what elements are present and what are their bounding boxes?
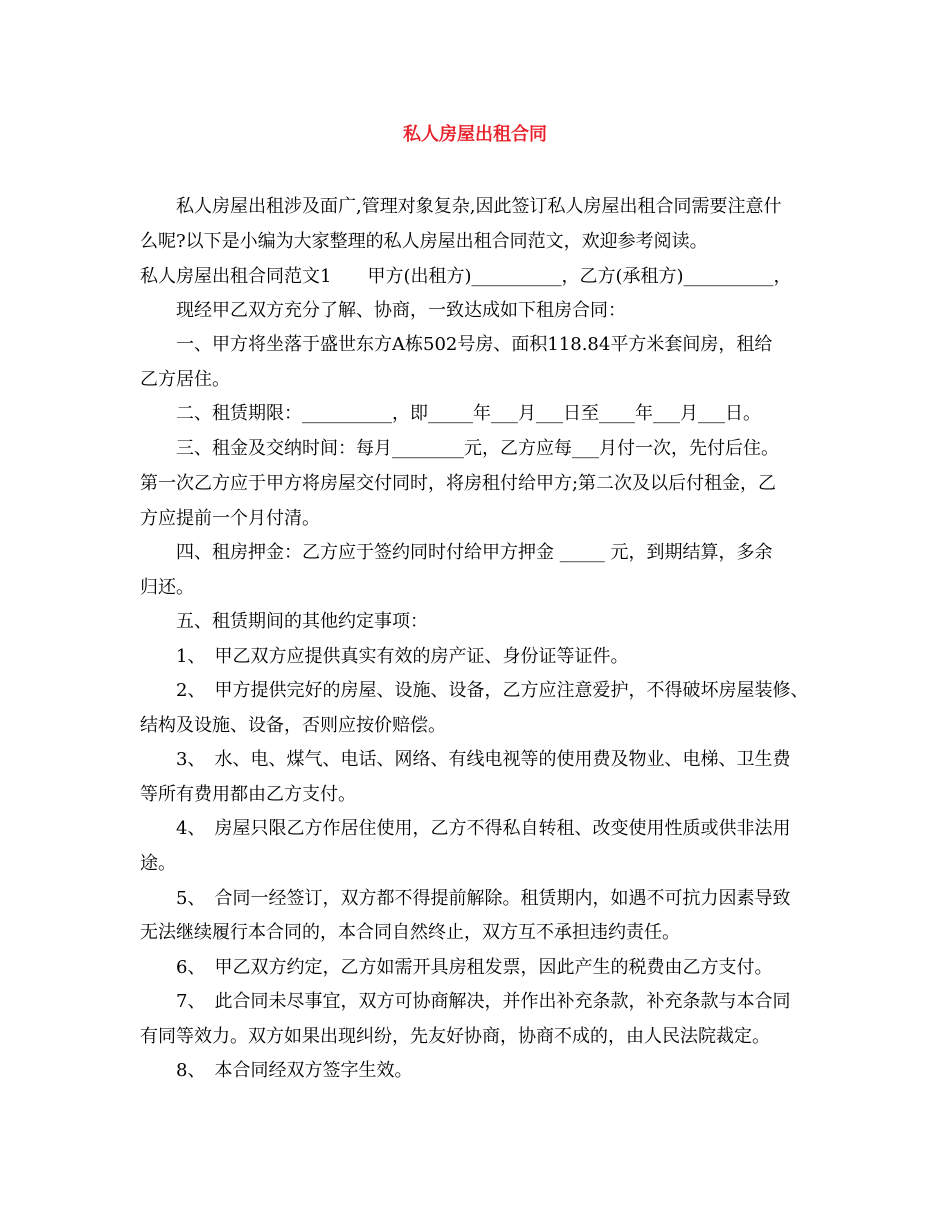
paragraph-line: 8、 本合同经双方签字生效。 [176, 1060, 413, 1081]
paragraph-line: 私人房屋出租合同范文1 甲方(出租方)__________，乙方(承租方)__________， [140, 266, 792, 287]
paragraph-line: 五、租赁期间的其他约定事项： [176, 611, 428, 632]
paragraph-line: 方应提前一个月付清。 [140, 508, 320, 529]
paragraph-line: 一、甲方将坐落于盛世东方A栋502号房、面积118.84平方米套间房，租给 [176, 334, 773, 355]
paragraph-line: 结构及设施、设备，否则应按价赔偿。 [140, 715, 446, 736]
paragraph-line: 么呢?以下是小编为大家整理的私人房屋出租合同范文，欢迎参考阅读。 [140, 231, 708, 252]
paragraph-line: 4、 房屋只限乙方作居住使用，乙方不得私自转租、改变使用性质或供非法用 [176, 818, 791, 839]
page-title: 私人房屋出租合同 [403, 124, 547, 145]
paragraph-line: 归还。 [140, 577, 194, 598]
paragraph-line: 1、 甲乙双方应提供真实有效的房产证、身份证等证件。 [176, 646, 629, 667]
paragraph-line: 3、 水、电、煤气、电话、网络、有线电视等的使用费及物业、电梯、卫生费 [176, 749, 791, 770]
paragraph-line: 四、租房押金：乙方应于签约同时付给甲方押金 _____ 元，到期结算，多余 [176, 542, 773, 563]
paragraph-line: 有同等效力。双方如果出现纠纷，先友好协商，协商不成的，由人民法院裁定。 [140, 1026, 770, 1047]
paragraph-line: 6、 甲乙双方约定，乙方如需开具房租发票，因此产生的税费由乙方支付。 [176, 957, 773, 978]
paragraph-line: 私人房屋出租涉及面广,管理对象复杂,因此签订私人房屋出租合同需要注意什 [176, 196, 782, 217]
paragraph-line: 第一次乙方应于甲方将房屋交付同时，将房租付给甲方;第二次及以后付租金，乙 [140, 473, 777, 494]
paragraph-line: 现经甲乙双方充分了解、协商，一致达成如下租房合同： [176, 300, 626, 321]
paragraph-line: 途。 [140, 853, 176, 874]
paragraph-line: 三、租金及交纳时间：每月________元，乙方应每___月付一次，先付后住。 [176, 438, 779, 459]
paragraph-line: 二、租赁期限：__________，即_____年___月___日至____年___月___日。 [176, 403, 761, 424]
paragraph-line: 5、 合同一经签订，双方都不得提前解除。租赁期内，如遇不可抗力因素导致 [176, 888, 791, 909]
paragraph-line: 2、 甲方提供完好的房屋、设施、设备，乙方应注意爱护，不得破坏房屋装修、 [176, 680, 809, 701]
paragraph-line: 7、 此合同未尽事宜，双方可协商解决，并作出补充条款，补充条款与本合同 [176, 991, 791, 1012]
paragraph-line: 等所有费用都由乙方支付。 [140, 784, 356, 805]
paragraph-line: 乙方居住。 [140, 369, 230, 390]
paragraph-line: 无法继续履行本合同的，本合同自然终止，双方互不承担违约责任。 [140, 922, 680, 943]
